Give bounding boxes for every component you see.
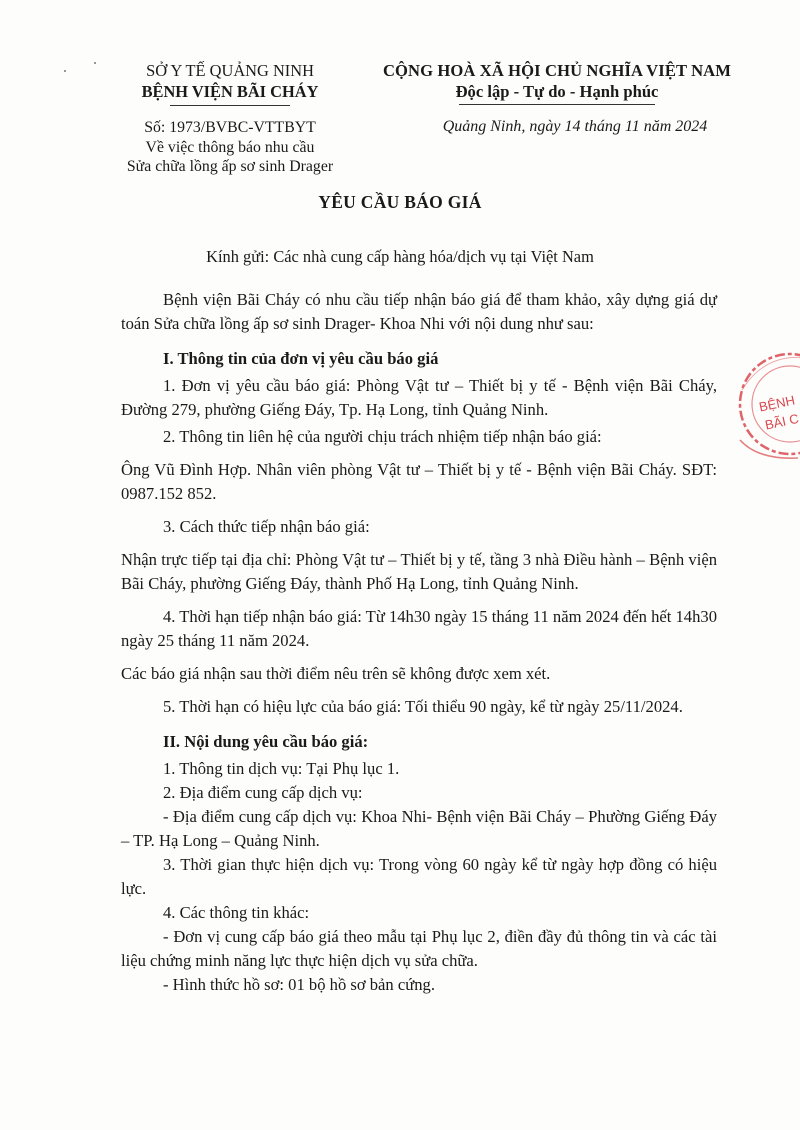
s1-item-4-note: Các báo giá nhận sau thời điểm nêu trên sẽ không được xem xét.	[121, 664, 551, 683]
s2-item-4-format: - Hình thức hồ sơ: 01 bộ hồ sơ bản cứng.	[163, 975, 435, 994]
s2-item-3: 3. Thời gian thực hiện dịch vụ: Trong vòng 60 ngày kể từ ngày hợp đồng có hiệu lực.	[121, 855, 717, 898]
s1-item-3: 3. Cách thức tiếp nhận báo giá:	[163, 517, 370, 536]
s1-item-4: 4. Thời hạn tiếp nhận báo giá: Từ 14h30 ngày 15 tháng 11 năm 2024 đến hết 14h30 ngày 25 tháng 11 năm 2024.	[121, 607, 717, 650]
s2-item-2: 2. Địa điểm cung cấp dịch vụ:	[163, 783, 363, 802]
date-line: Quảng Ninh, ngày 14 tháng 11 năm 2024	[442, 118, 708, 135]
org-parent: SỞ Y TẾ QUẢNG NINH	[146, 61, 314, 80]
s1-item-2: 2. Thông tin liên hệ của người chịu trách nhiệm tiếp nhận báo giá:	[163, 427, 602, 446]
s2-item-4: 4. Các thông tin khác:	[163, 903, 310, 922]
section1-heading: I. Thông tin của đơn vị yêu cầu báo giá	[163, 349, 439, 368]
seal-text-1: BỆNH	[757, 392, 797, 415]
national-block	[372, 60, 742, 105]
motto-underline	[459, 104, 655, 105]
national-title: CỘNG HOÀ XÃ HỘI CHỦ NGHĨA VIỆT NAM	[382, 61, 732, 80]
seal-text-2: BÃI C	[763, 410, 800, 433]
speck	[94, 62, 96, 64]
s1-item-3-detail: Nhận trực tiếp tại địa chỉ: Phòng Vật tư – Thiết bị y tế, tầng 3 nhà Điều hành – Bệnh viện Bãi Cháy, phường Giếng Đáy, thành Phố Hạ Long, tỉnh Quảng Ninh.	[121, 550, 717, 593]
s2-item-1: 1. Thông tin dịch vụ: Tại Phụ lục 1.	[163, 759, 400, 778]
recipient-line: Kính gửi: Các nhà cung cấp hàng hóa/dịch vụ tại Việt Nam	[206, 247, 594, 266]
s1-item-2-detail: Ông Vũ Đình Hợp. Nhân viên phòng Vật tư – Thiết bị y tế - Bệnh viện Bãi Cháy. SĐT: 0987.152 852.	[121, 460, 717, 503]
s1-item-5: 5. Thời hạn có hiệu lực của báo giá: Tối thiểu 90 ngày, kể từ ngày 25/11/2024.	[163, 697, 683, 716]
s2-item-4-detail: - Đơn vị cung cấp báo giá theo mẫu tại Phụ lục 2, điền đầy đủ thông tin và các tài liệu chứng minh năng lực thực hiện dịch vụ sửa chữa.	[121, 927, 717, 970]
doc-meta	[100, 118, 360, 177]
org-name: BỆNH VIỆN BÃI CHÁY	[141, 82, 319, 101]
intro-paragraph: Bệnh viện Bãi Cháy có nhu cầu tiếp nhận báo giá để tham khảo, xây dựng giá dự toán Sửa chữa lồng ấp sơ sinh Drager- Khoa Nhi với nội dung như sau:	[121, 290, 717, 333]
speck	[64, 70, 66, 72]
official-seal	[728, 350, 800, 470]
section2-heading: II. Nội dung yêu cầu báo giá:	[163, 732, 369, 751]
org-underline	[170, 105, 290, 106]
doc-subject-line1: Về việc thông báo nhu cầu	[145, 138, 315, 156]
s1-item-1: 1. Đơn vị yêu cầu báo giá: Phòng Vật tư – Thiết bị y tế - Bệnh viện Bãi Cháy, Đường 279, phường Giếng Đáy, Tp. Hạ Long, tỉnh Quảng Ninh.	[121, 376, 717, 419]
issuer-block	[110, 60, 350, 106]
s2-item-2-detail: - Địa điểm cung cấp dịch vụ: Khoa Nhi- Bệnh viện Bãi Cháy – Phường Giếng Đáy – TP. Hạ Long – Quảng Ninh.	[121, 807, 717, 850]
document-body	[121, 288, 717, 997]
doc-subject-line2: Sửa chữa lồng ấp sơ sinh Drager	[126, 158, 334, 175]
doc-number: Số: 1973/BVBC-VTTBYT	[144, 119, 316, 136]
national-motto: Độc lập - Tự do - Hạnh phúc	[455, 82, 659, 101]
document-title: YÊU CẦU BÁO GIÁ	[318, 192, 482, 212]
